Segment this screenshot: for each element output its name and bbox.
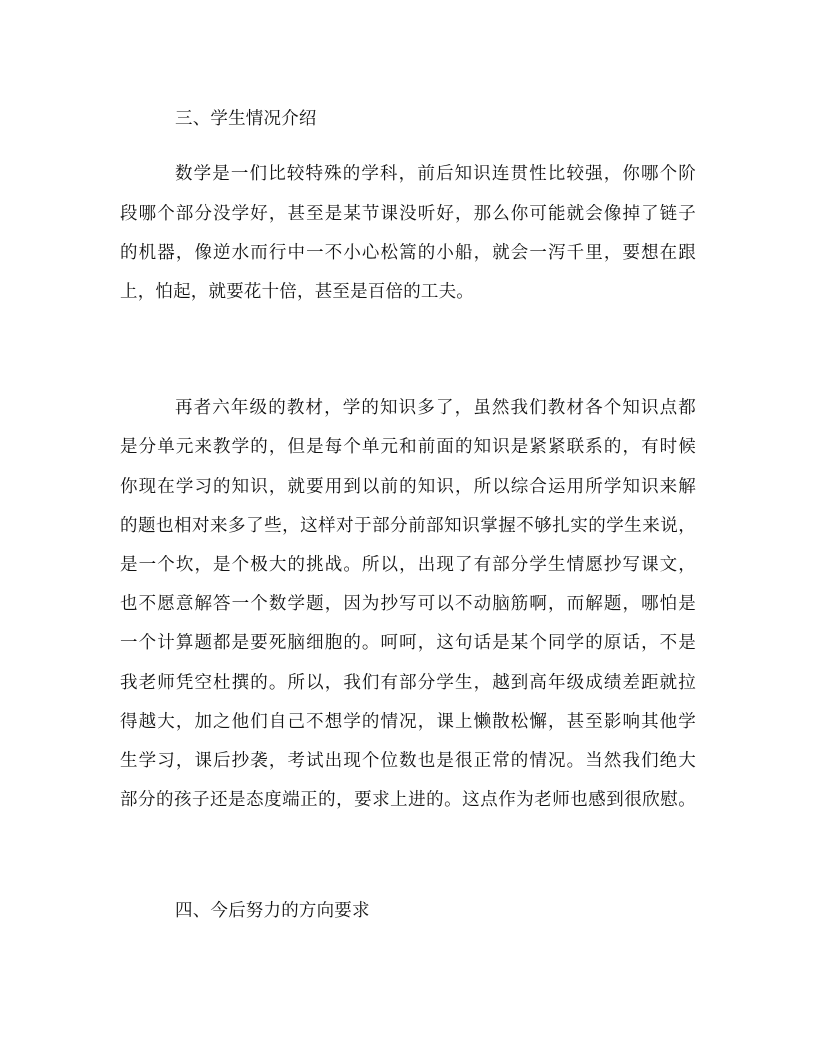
paragraph-2-line: 得越大，加之他们自己不想学的情况，课上懒散松懈，甚至影响其他学	[120, 712, 696, 732]
paragraph-2-line: 是分单元来教学的，但是每个单元和前面的知识是紧紧联系的，有时候	[120, 437, 696, 457]
paragraph-2-line: 再者六年级的教材，学的知识多了，虽然我们教材各个知识点都	[175, 398, 696, 418]
paragraph-1-line: 数学是一们比较特殊的学科，前后知识连贯性比较强，你哪个阶	[175, 164, 696, 184]
paragraph-2-line: 你现在学习的知识，就要用到以前的知识，所以综合运用所学知识来解	[120, 477, 696, 497]
paragraph-1-line: 上，怕起，就要花十倍，甚至是百倍的工夫。	[120, 282, 474, 302]
paragraph-2-line: 的题也相对来多了些，这样对于部分前部知识掌握不够扎实的学生来说，	[120, 516, 696, 536]
paragraph-2-line: 我老师凭空杜撰的。所以，我们有部分学生，越到高年级成绩差距就拉	[120, 673, 696, 693]
paragraph-1-line: 的机器，像逆水而行中一不小心松篙的小船，就会一泻千里，要想在跟	[120, 243, 696, 263]
paragraph-2-line: 生学习，课后抄袭，考试出现个位数也是很正常的情况。当然我们绝大	[120, 751, 696, 771]
paragraph-2-line: 一个计算题都是要死脑细胞的。呵呵，这句话是某个同学的原话，不是	[120, 633, 696, 653]
paragraph-1-line: 段哪个部分没学好，甚至是某节课没听好，那么你可能就会像掉了链子	[120, 204, 696, 224]
section-heading-3: 三、学生情况介绍	[175, 109, 317, 129]
paragraph-2-line: 是一个坎，是个极大的挑战。所以，出现了有部分学生情愿抄写课文，	[120, 555, 696, 575]
paragraph-2-line: 部分的孩子还是态度端正的，要求上进的。这点作为老师也感到很欣慰。	[120, 790, 696, 810]
section-heading-4: 四、今后努力的方向要求	[175, 901, 370, 921]
paragraph-2-line: 也不愿意解答一个数学题，因为抄写可以不动脑筋啊，而解题，哪怕是	[120, 594, 696, 614]
